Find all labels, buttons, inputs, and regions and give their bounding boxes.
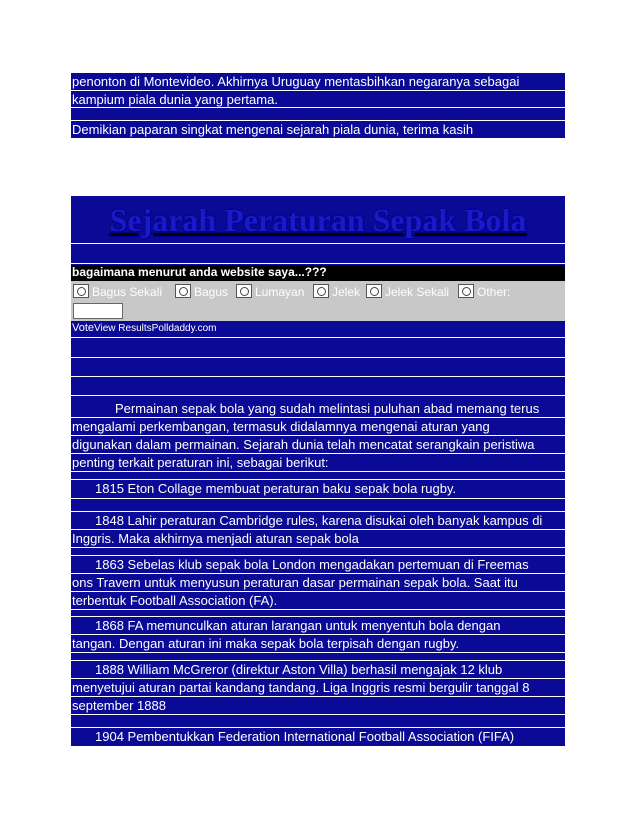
poll-question: bagaimana menurut anda website saya...??? [71,265,565,281]
paragraph-line: terbentuk Football Association (FA). [71,592,565,610]
poll-option-lumayan[interactable] [236,284,304,300]
paragraph-line: Permainan sepak bola yang sudah melintasi puluhan abad memang terus [71,400,565,418]
radio-button[interactable] [73,284,89,298]
paragraph-line: 1904 Pembentukkan Federation International Football Association (FIFA) [71,728,565,747]
spacer-row [71,196,565,244]
text-line: kampium piala dunia yang pertama. [71,91,565,108]
paragraph-line: mengalami perkembangan, termasuk didalamnya mengenai aturan yang [71,418,565,436]
text-line: penonton di Montevideo. Akhirnya Uruguay mentasbihkan negaranya sebagai [71,73,565,91]
paragraph-line: tangan. Dengan aturan ini maka sepak bola terpisah dengan rugby. [71,635,565,653]
paragraph-line: menyetujui aturan partai kandang tandang. Liga Inggris resmi bergulir tanggal 8 [71,679,565,697]
paragraph-gap [71,548,565,556]
option-label: Bagus Sekali [92,285,163,299]
paragraph-gap [71,610,565,617]
text-line: Demikian paparan singkat mengenai sejarah piala dunia, terima kasih [71,121,565,139]
option-label: Jelek Sekali [385,285,450,299]
radio-button[interactable] [313,284,329,298]
paragraph-line: digunakan dalam permainan. Sejarah dunia telah mencatat serangkain peristiwa [71,436,565,454]
article-title: Sejarah Peraturan Sepak Bola [109,202,527,238]
option-label: Bagus [194,285,229,299]
poll-options [71,281,565,321]
option-label: Lumayan [255,285,305,299]
paragraph-gap [71,472,565,480]
paragraph-line: Inggris. Maka akhirnya menjadi aturan sepak bola [71,530,565,548]
top-text-block [71,73,565,139]
poll-option-jelek-sekali[interactable] [366,284,449,300]
radio-button[interactable] [366,284,382,298]
poll-option-bagus[interactable] [175,284,228,300]
radio-button[interactable] [175,284,191,298]
paragraph-gap [71,715,565,728]
paragraph-line: september 1888 [71,697,565,715]
poll-option-bagus-sekali[interactable] [73,284,162,300]
poll-option-jelek[interactable] [313,284,360,300]
spacer-row [71,358,565,377]
paragraph-line: 1848 Lahir peraturan Cambridge rules, karena disukai oleh banyak kampus di [71,512,565,530]
spacer-row [71,338,565,358]
paragraph-line: 1868 FA memunculkan aturan larangan untuk menyentuh bola dengan [71,617,565,635]
spacer-row [71,244,565,264]
polldaddy-link[interactable]: Polldaddy.com [151,323,217,334]
paragraph-gap [71,653,565,661]
paragraph-line: penting terkait peraturan ini, sebagai berikut: [71,454,565,472]
paragraph-line: 1863 Sebelas klub sepak bola London mengadakan pertemuan di Freemas [71,556,565,574]
radio-button[interactable] [236,284,252,298]
paragraph-line: ons Travern untuk menyusun peraturan dasar permainan sepak bola. Saat itu [71,574,565,592]
text-line-empty [71,108,565,121]
vote-button[interactable]: Vote [72,322,95,334]
paragraph-line: 1815 Eton Collage membuat peraturan baku sepak bola rugby. [71,480,565,499]
poll-option-other[interactable] [458,284,510,300]
option-label: Jelek [332,285,361,299]
other-text-input[interactable] [73,303,123,319]
poll-footer [71,321,565,338]
option-label: Other: [477,285,511,299]
spacer-row [71,377,565,396]
article-block [71,196,565,747]
paragraph-gap [71,499,565,512]
paragraph-line: 1888 William McGreror (direktur Aston Villa) berhasil mengajak 12 klub [71,661,565,679]
radio-button[interactable] [458,284,474,298]
view-results-link[interactable]: View Results [94,323,152,334]
